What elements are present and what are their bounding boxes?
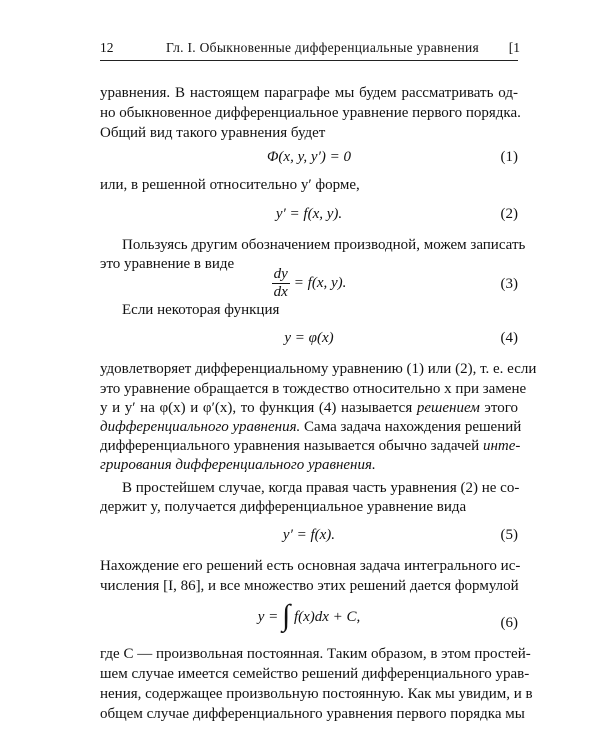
fraction-numerator: dy bbox=[273, 266, 288, 282]
text-line: шем случае имеется семейство решений дифференциального урав- bbox=[100, 666, 530, 682]
equation-lhs: y = bbox=[257, 609, 279, 625]
running-header bbox=[100, 38, 518, 61]
text-line: держит y, получается дифференциальное уравнение вида bbox=[100, 499, 467, 515]
text-line: Если некоторая функция bbox=[122, 302, 280, 318]
text-line: это уравнение в виде bbox=[100, 256, 235, 272]
text-line: дифференциального уравнения. Сама задача нахождения решений bbox=[100, 419, 522, 435]
section-marker: [1 bbox=[508, 40, 520, 55]
text-line: уравнения. В настоящем параграфе мы будем рассматривать од- bbox=[100, 85, 518, 101]
text-line: или, в решенной относительно y′ форме, bbox=[100, 177, 360, 193]
equation-number: (1) bbox=[500, 149, 518, 165]
derivative-fraction bbox=[272, 266, 290, 301]
text-line: нения, содержащее произвольную постоянную. Как мы увидим, и в bbox=[100, 686, 533, 702]
text-line: удовлетворяет дифференциальному уравнению (1) или (2), т. е. если bbox=[100, 361, 537, 377]
page-number: 12 bbox=[100, 40, 114, 55]
equation-6 bbox=[100, 598, 518, 640]
text-line: Нахождение его решений есть основная задача интегрального ис- bbox=[100, 558, 521, 574]
equation-number: (5) bbox=[500, 527, 518, 543]
text-line: числения [I, 86], и все множество этих решений дается формулой bbox=[100, 578, 519, 594]
text-line: y и y′ на φ(x) и φ′(x), то функция (4) называется решением этого bbox=[100, 400, 518, 416]
text-line: общем случае дифференциального уравнения первого порядка мы bbox=[100, 706, 525, 722]
text-line: Пользуясь другим обозначением производной, можем записать bbox=[122, 237, 526, 253]
integral-sign: ∫ bbox=[281, 598, 291, 632]
equation-formula: y′ = f(x). bbox=[282, 527, 336, 543]
text-line: дифференциального уравнения называется обычно задачей инте- bbox=[100, 438, 521, 454]
text-line: но обыкновенное дифференциальное уравнение первого порядка. bbox=[100, 105, 521, 121]
chapter-title: Гл. I. Обыкновенные дифференциальные уравнения bbox=[166, 40, 480, 55]
text-line: грирования дифференциального уравнения. bbox=[100, 457, 376, 473]
equation-formula: y = φ(x) bbox=[284, 330, 334, 346]
equation-number: (3) bbox=[500, 276, 518, 292]
equation-number: (4) bbox=[500, 330, 518, 346]
text-line: Общий вид такого уравнения будет bbox=[100, 125, 326, 141]
equation-formula: = f(x, y). bbox=[293, 274, 347, 291]
equation-number: (2) bbox=[500, 206, 518, 222]
equation-rhs: f(x)dx + C, bbox=[293, 609, 361, 625]
equation-number: (6) bbox=[500, 615, 518, 631]
text-line: это уравнение обращается в тождество относительно x при замене bbox=[100, 381, 527, 397]
equation-formula: y′ = f(x, y). bbox=[275, 206, 343, 222]
text-line: В простейшем случае, когда правая часть уравнения (2) не со- bbox=[122, 480, 520, 496]
equation-3 bbox=[100, 266, 518, 302]
equation-formula: Φ(x, y, y′) = 0 bbox=[267, 149, 351, 165]
fraction-denominator: dx bbox=[273, 284, 288, 300]
text-line: где C — произвольная постоянная. Таким образом, в этом простей- bbox=[100, 646, 531, 662]
